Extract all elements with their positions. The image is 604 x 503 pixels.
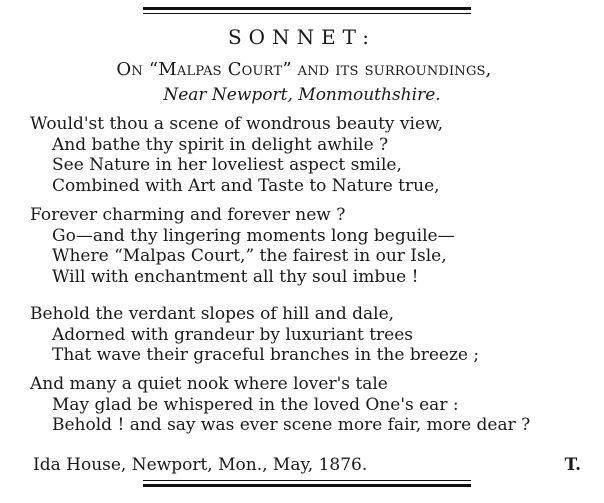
verse-line: Behold ! and say was ever scene more fair, more dear ? <box>52 415 531 435</box>
verse-line: That wave their graceful branches in the breeze ; <box>52 345 480 365</box>
verse-line: Behold the verdant slopes of hill and dale, <box>30 304 395 324</box>
verse-line: And bathe thy spirit in delight awhile ? <box>52 134 389 155</box>
poem-title: SONNET: <box>227 25 377 49</box>
stanza-3 <box>30 304 600 366</box>
verse-line: Forever charming and forever new ? <box>30 205 346 225</box>
signoff <box>33 455 581 476</box>
verse-line: See Nature in her loveliest aspect smile, <box>52 155 402 175</box>
verse-line: Adorned with grandeur by luxuriant trees <box>52 324 414 345</box>
poem-location: Near Newport, Monmouthshire. <box>163 85 441 105</box>
poem-subtitle: On “Malpas Court” and its surroundings, <box>116 59 492 80</box>
verse-line: And many a quiet nook where lover's tale <box>30 374 388 394</box>
stanza-4 <box>30 374 600 436</box>
verse-line: Will with enchantment all thy soul imbue ! <box>52 266 419 287</box>
bottom-thin-rule <box>143 480 471 481</box>
signoff-place-date: Ida House, Newport, Mon., May, 1876. <box>33 455 368 475</box>
top-thick-rule <box>143 7 471 10</box>
verse-line: Go—and thy lingering moments long beguile— <box>52 225 455 246</box>
verse-line: Combined with Art and Taste to Nature true, <box>52 175 440 196</box>
verse-line: Where “Malpas Court,” the fairest in our Isle, <box>52 246 447 266</box>
stanza-1 <box>30 114 600 196</box>
verse-line: Would'st thou a scene of wondrous beauty view, <box>30 114 443 134</box>
bottom-thick-rule <box>143 484 471 487</box>
author-initial: T. <box>564 455 581 475</box>
stanza-2 <box>30 205 600 287</box>
top-thin-rule <box>143 13 471 14</box>
verse-line: May glad be whispered in the loved One's ear : <box>52 394 459 415</box>
